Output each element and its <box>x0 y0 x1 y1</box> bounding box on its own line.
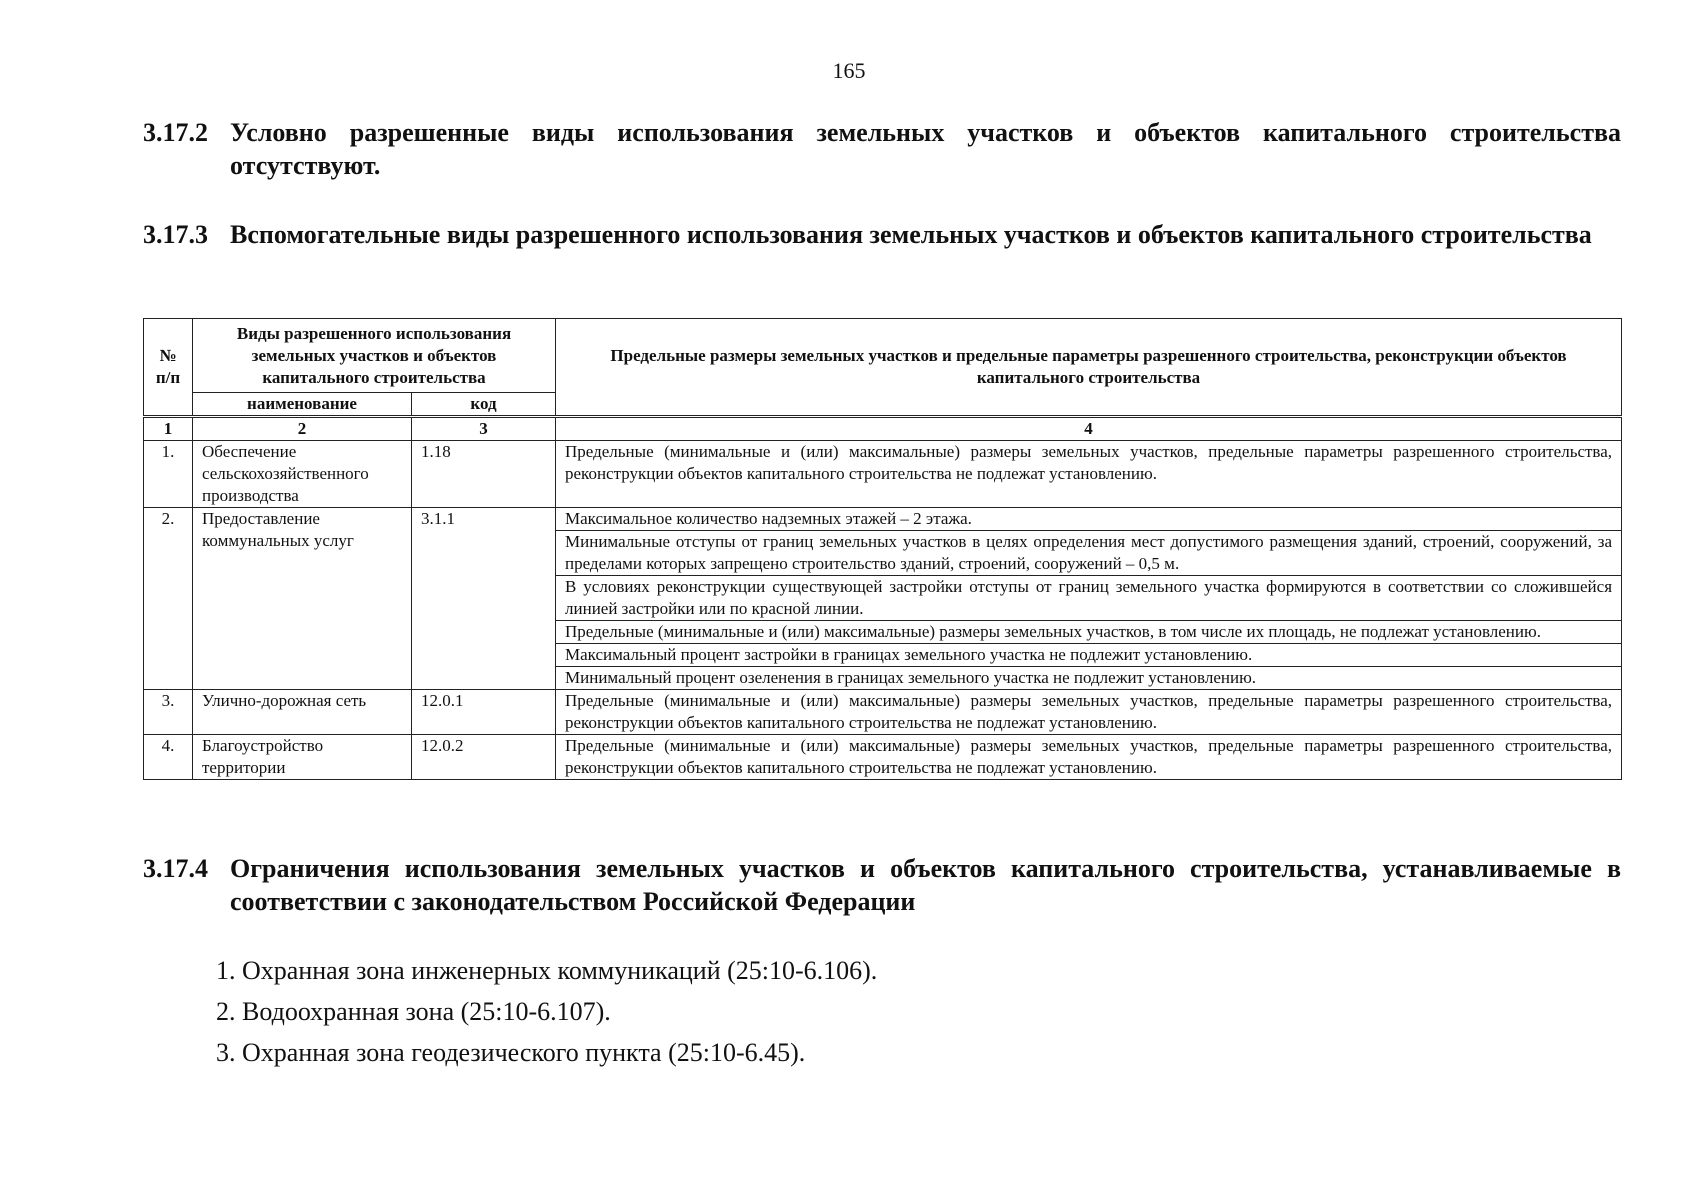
page-number: 165 <box>832 58 866 83</box>
use-parameters: Предельные (минимальные и (или) максимальные) размеры земельных участков, предельные параметры разрешенного строительства, реконструкции объектов капитального строительства не подлежат установлению. <box>556 690 1622 735</box>
use-parameter: Максимальное количество надземных этажей – 2 этажа. <box>556 508 1622 531</box>
use-parameter: Предельные (минимальные и (или) максимальные) размеры земельных участков, в том числе их площадь, не подлежат установлению. <box>556 621 1622 644</box>
use-code: 3.1.1 <box>412 508 556 690</box>
header-name: наименование <box>193 393 412 417</box>
section-number: 3.17.4 <box>143 854 208 883</box>
section-heading-3-17-2 <box>143 116 1621 182</box>
header-limits: Предельные размеры земельных участков и предельные параметры разрешенного строительства, реконструкции объектов капитального строительства <box>556 319 1622 417</box>
list-item: 3. Охранная зона геодезического пункта (25:10-6.45). <box>216 1038 806 1067</box>
section-title: Ограничения использования земельных участков и объектов капитального строительства, устанавливаемые в соответствии с законодательством Российской Федерации <box>230 854 1621 916</box>
use-parameter: Минимальные отступы от границ земельных участков в целях определения мест допустимого размещения зданий, строений, сооружений, за пределами которых запрещено строительство зданий, строений, сооружений – 0,5 м. <box>556 531 1622 576</box>
row-number: 4. <box>144 735 193 780</box>
use-parameters: Предельные (минимальные и (или) максимальные) размеры земельных участков, предельные параметры разрешенного строительства, реконструкции объектов капитального строительства не подлежат установлению. <box>556 441 1622 508</box>
section-number: 3.17.3 <box>143 220 208 249</box>
row-number: 1. <box>144 441 193 508</box>
use-name: Улично-дорожная сеть <box>193 690 412 735</box>
use-parameter: Максимальный процент застройки в границах земельного участка не подлежит установлению. <box>556 644 1622 667</box>
header-number: № п/п <box>144 319 193 417</box>
header-use-types: Виды разрешенного использования земельных участков и объектов капитального строительства <box>193 319 556 393</box>
list-item: 2. Водоохранная зона (25:10-6.107). <box>216 997 611 1026</box>
section-heading-3-17-3 <box>143 218 1621 251</box>
section-title: Условно разрешенные виды использования земельных участков и объектов капитального строительства отсутствуют. <box>230 118 1621 180</box>
column-number: 2 <box>193 417 412 441</box>
column-number: 3 <box>412 417 556 441</box>
list-item: 1. Охранная зона инженерных коммуникаций (25:10-6.106). <box>216 956 878 985</box>
use-parameters: Предельные (минимальные и (или) максимальные) размеры земельных участков, предельные параметры разрешенного строительства, реконструкции объектов капитального строительства не подлежат установлению. <box>556 735 1622 780</box>
row-number: 3. <box>144 690 193 735</box>
use-code: 12.0.1 <box>412 690 556 735</box>
use-name: Благоустройство территории <box>193 735 412 780</box>
table-row <box>144 441 1622 508</box>
table-row <box>144 690 1622 735</box>
use-name: Предоставление коммунальных услуг <box>193 508 412 690</box>
table-row <box>144 735 1622 780</box>
use-name: Обеспечение сельскохозяйственного производства <box>193 441 412 508</box>
header-code: код <box>412 393 556 417</box>
use-code: 1.18 <box>412 441 556 508</box>
permitted-use-table <box>143 318 1622 780</box>
row-number: 2. <box>144 508 193 690</box>
table-row <box>144 508 1622 531</box>
column-number: 4 <box>556 417 1622 441</box>
use-parameter: В условиях реконструкции существующей застройки отступы от границ земельного участка формируются в соответствии со сложившейся линией застройки или по красной линии. <box>556 576 1622 621</box>
section-title: Вспомогательные виды разрешенного использования земельных участков и объектов капитального строительства <box>230 220 1592 249</box>
restrictions-list <box>216 950 877 1073</box>
use-parameter: Минимальный процент озеленения в границах земельного участка не подлежит установлению. <box>556 667 1622 690</box>
use-code: 12.0.2 <box>412 735 556 780</box>
section-number: 3.17.2 <box>143 118 208 147</box>
section-heading-3-17-4 <box>143 852 1621 918</box>
column-numbers-row <box>144 417 1622 441</box>
column-number: 1 <box>144 417 193 441</box>
